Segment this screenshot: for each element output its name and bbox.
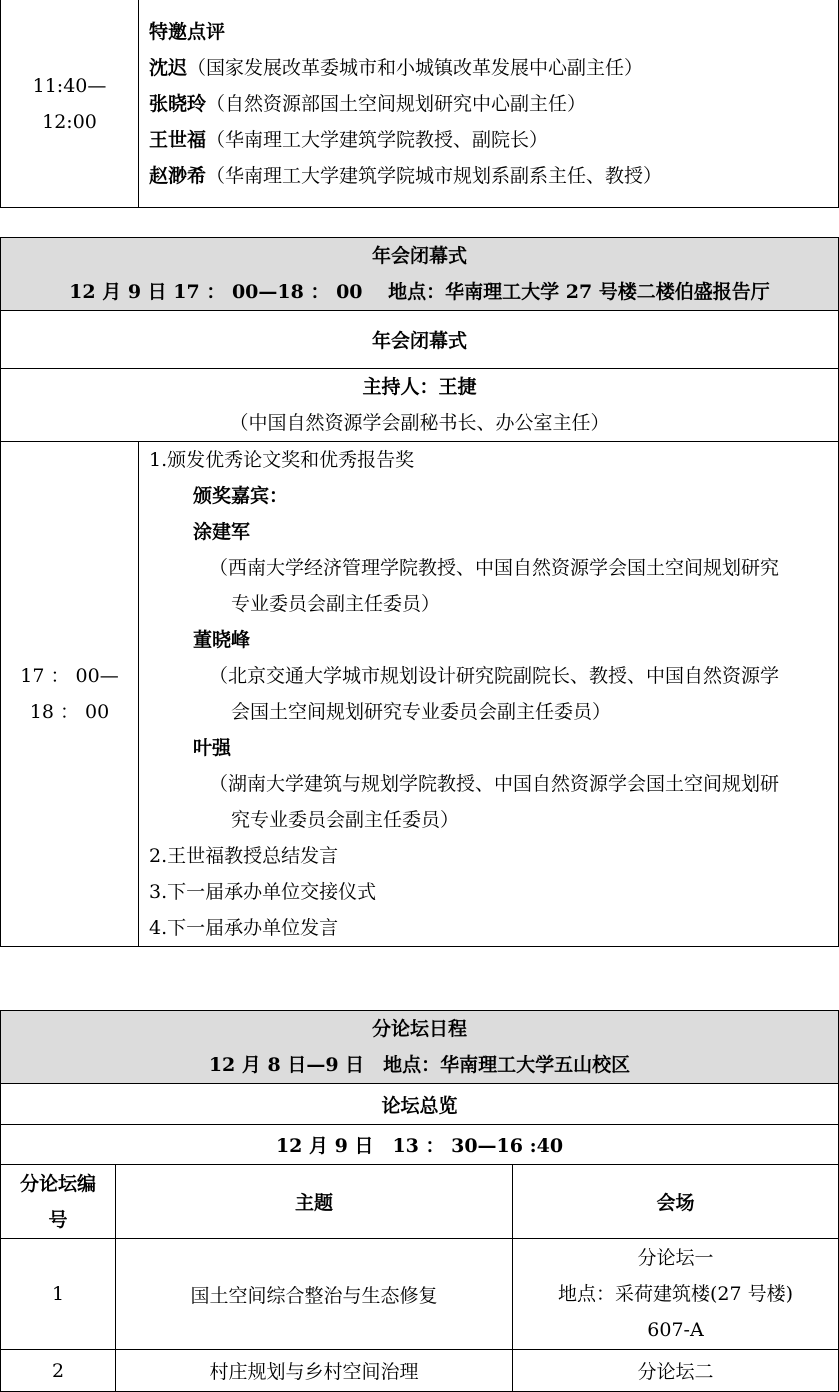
time-cell [1, 442, 139, 947]
reviewer-title: （自然资源部国土空间规划研究中心副主任） [206, 92, 587, 115]
guest-name: 涂建军 [193, 521, 251, 543]
venue-line: 地点：采荷建筑楼(27 号楼) [557, 1283, 794, 1305]
guest-title: （北京交通大学城市规划设计研究院副院长、教授、中国自然资源学 [209, 665, 780, 687]
closing-title: 年会闭幕式 [371, 245, 467, 267]
reviewer-title: （国家发展改革委城市和小城镇改革发展中心副主任） [187, 56, 644, 79]
reviewer-title: （华南理工大学建筑学院城市规划系副系主任、教授） [206, 164, 663, 187]
table-row [1, 1239, 839, 1350]
header-num-line: 号 [48, 1208, 68, 1231]
header-theme: 主题 [116, 1165, 513, 1239]
reviewer [149, 50, 838, 86]
header-num [1, 1165, 116, 1239]
table-row [1, 1350, 839, 1392]
reviewer [149, 158, 838, 194]
forum-theme: 国土空间综合整治与生态修复 [116, 1239, 513, 1350]
time-end: 18 ： 00 [29, 701, 110, 723]
review-heading: 特邀点评 [149, 20, 226, 43]
review-content [139, 0, 839, 208]
guest-name: 叶强 [193, 737, 232, 759]
closing-header [1, 238, 839, 311]
host-cell [1, 369, 839, 442]
venue-line: 607-A [647, 1319, 704, 1341]
guest-title: 专业委员会副主任委员） [231, 593, 441, 615]
forum-subtitle: 12 月 8 日—9 日 地点：华南理工大学五山校区 [208, 1054, 631, 1076]
forum-theme: 村庄规划与乡村空间治理 [116, 1350, 513, 1392]
closing-agenda [139, 442, 839, 947]
header-num-line: 分论坛编 [19, 1172, 96, 1195]
invited-review-table [0, 0, 839, 208]
session-title: 年会闭幕式 [1, 311, 839, 369]
reviewer-name: 沈迟 [149, 56, 188, 79]
agenda-item: 2.王世福教授总结发言 [149, 845, 339, 867]
agenda-item: 4.下一届承办单位发言 [149, 917, 339, 939]
agenda-item: 1.颁发优秀论文奖和优秀报告奖 [149, 449, 415, 471]
reviewer-name: 王世福 [149, 128, 207, 151]
guest-title: （西南大学经济管理学院教授、中国自然资源学会国土空间规划研究 [209, 557, 780, 579]
reviewer [149, 86, 838, 122]
forum-header [1, 1011, 839, 1084]
guest-title: 究专业委员会副主任委员） [231, 809, 460, 831]
forum-num: 1 [1, 1239, 116, 1350]
closing-subtitle: 12 月 9 日 17 ： 00—18 ： 00 地点：华南理工大学 27 号楼二楼伯盛报告厅 [69, 281, 770, 303]
reviewer [149, 122, 838, 158]
time-end: 12:00 [42, 110, 97, 133]
forum-num: 2 [1, 1350, 116, 1392]
closing-ceremony-table [0, 237, 839, 947]
reviewer-name: 张晓玲 [149, 92, 207, 115]
time-cell [1, 0, 139, 208]
guests-label: 颁奖嘉宾： [193, 485, 289, 507]
host-name: 主持人：王捷 [362, 376, 477, 398]
forum-schedule-table [0, 1010, 839, 1392]
header-venue: 会场 [513, 1165, 839, 1239]
reviewer-title: （华南理工大学建筑学院教授、副院长） [206, 128, 549, 151]
time-start: 11:40— [32, 74, 107, 97]
forum-title: 分论坛日程 [371, 1018, 467, 1040]
reviewer-name: 赵渺希 [149, 164, 207, 187]
forum-date: 12 月 9 日 13 ： 30—16 :40 [1, 1125, 839, 1165]
venue-line: 分论坛一 [637, 1247, 714, 1269]
overview-title: 论坛总览 [1, 1084, 839, 1125]
agenda-item: 3.下一届承办单位交接仪式 [149, 881, 377, 903]
guest-title: （湖南大学建筑与规划学院教授、中国自然资源学会国土空间规划研 [209, 773, 780, 795]
time-start: 17 ： 00— [20, 665, 119, 687]
host-title: （中国自然资源学会副秘书长、办公室主任） [229, 412, 610, 434]
guest-name: 董晓峰 [193, 629, 251, 651]
forum-venue: 分论坛二 [513, 1350, 839, 1392]
guest-title: 会国土空间规划研究专业委员会副主任委员） [231, 701, 612, 723]
forum-venue [513, 1239, 839, 1350]
